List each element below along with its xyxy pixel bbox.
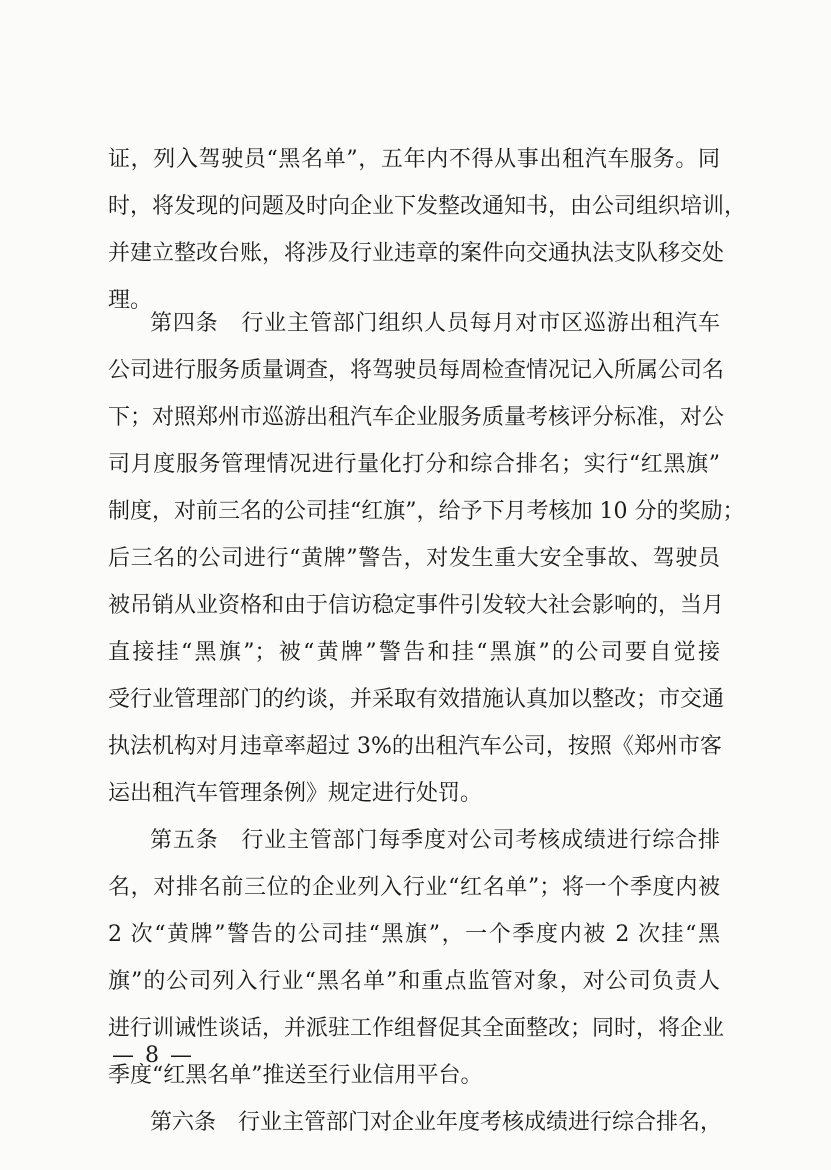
text-line: 司月度服务管理情况进行量化打分和综合排名；实行“红黑旗” (108, 452, 720, 477)
text-line: 2 次“黄牌”警告的公司挂“黑旗”，一个季度内被 2 次挂“黑 (108, 922, 720, 947)
text-line: 旗”的公司列入行业“黑名单”和重点监管对象，对公司负责人 (108, 969, 720, 994)
text-line: 下；对照郑州市巡游出租汽车企业服务质量考核评分标准，对公 (108, 405, 725, 430)
article-5-heading-line: 第五条 行业主管部门每季度对公司考核成绩进行综合排 (150, 828, 720, 853)
text-line: 后三名的公司进行“黄牌”警告，对发生重大安全事故、驾驶员 (108, 546, 720, 571)
article-6-heading-line: 第六条 行业主管部门对企业年度考核成绩进行综合排名， (150, 1110, 723, 1135)
text-line: 时，将发现的问题及时向企业下发整改通知书，由公司组织培训， (108, 194, 747, 219)
text-line: 证，列入驾驶员“黑名单”，五年内不得从事出租汽车服务。同 (108, 147, 720, 172)
text-line: 执法机构对月违章率超过 3%的出租汽车公司，按照《郑州市客 (108, 734, 722, 759)
text-line: 名，对排名前三位的企业列入行业“红名单”；将一个季度内被 (108, 875, 720, 900)
article-4-heading-line: 第四条 行业主管部门组织人员每月对市区巡游出租汽车 (150, 311, 720, 336)
text-line: 并建立整改台账，将涉及行业违章的案件向交通执法支队移交处 (108, 241, 725, 266)
text-line: 直接挂“黑旗”；被“黄牌”警告和挂“黑旗”的公司要自觉接 (108, 640, 720, 665)
text-line: 运出租汽车管理条例》规定进行处罚。 (108, 781, 483, 806)
text-line: 季度“红黑名单”推送至行业信用平台。 (108, 1063, 483, 1088)
text-line: 理。 (108, 288, 153, 313)
text-line: 受行业管理部门的约谈，并采取有效措施认真加以整改；市交通 (108, 687, 725, 712)
text-line: 制度，对前三名的公司挂“红旗”，给予下月考核加 10 分的奖励； (108, 499, 745, 524)
text-line: 被吊销从业资格和由于信访稳定事件引发较大社会影响的，当月 (108, 593, 725, 618)
text-line: 公司进行服务质量调查，将驾驶员每周检查情况记入所属公司名 (108, 358, 725, 383)
text-line: 进行训诫性谈话，并派驻工作组督促其全面整改；同时，将企业 (108, 1016, 725, 1041)
page-number: — 8 — (112, 1043, 194, 1068)
